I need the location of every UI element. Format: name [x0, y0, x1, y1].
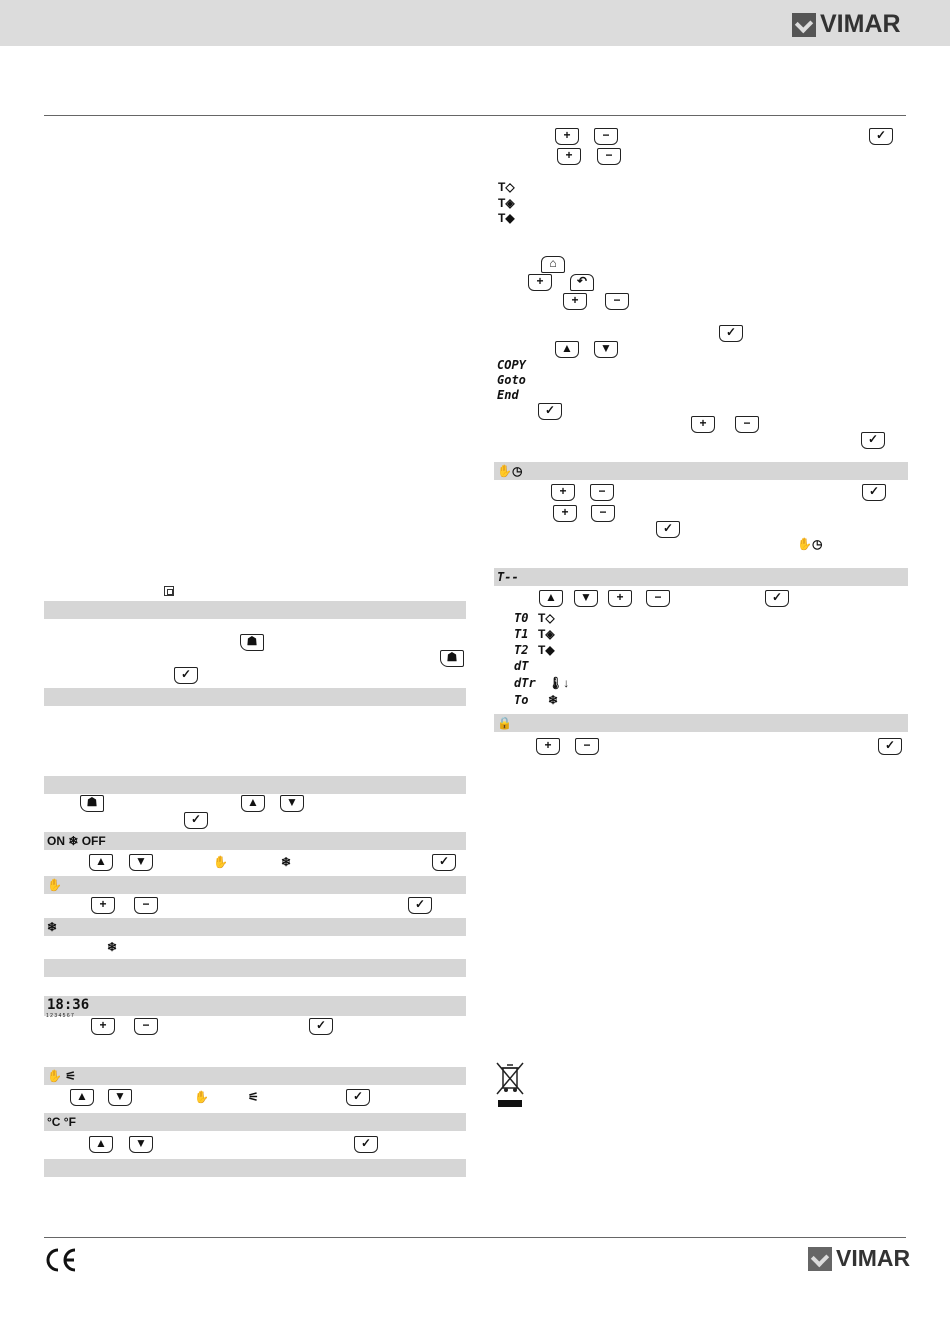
mode-key[interactable] [240, 634, 264, 651]
minus-key[interactable] [134, 897, 158, 914]
vimar-logo-mark [808, 1247, 832, 1271]
plus-key-r3[interactable] [563, 293, 587, 310]
ok-key-r2[interactable] [719, 325, 743, 342]
home-icon: ⌂ [549, 256, 557, 270]
down-key-3[interactable] [108, 1089, 132, 1106]
lcd-end: End [497, 388, 519, 402]
check-icon: ✓ [771, 590, 783, 604]
minus-icon: − [142, 1018, 150, 1032]
arrow-up-icon: ▲ [247, 795, 259, 809]
plus-key-r7[interactable] [608, 590, 632, 607]
check-icon: ✓ [190, 812, 202, 826]
up-key-4[interactable] [89, 1136, 113, 1153]
plus-icon: + [563, 128, 571, 142]
minus-icon: − [599, 505, 607, 519]
plus-icon: + [561, 505, 569, 519]
ok-key-r7[interactable] [765, 590, 789, 607]
param-code: dTr [514, 676, 536, 690]
down-key[interactable] [280, 795, 304, 812]
ok-key-3[interactable] [432, 854, 456, 871]
ce-mark-icon [44, 1247, 78, 1273]
band-units [44, 1113, 466, 1131]
up-key[interactable] [241, 795, 265, 812]
ok-key-r6[interactable] [656, 521, 680, 538]
band-left-3 [44, 776, 466, 794]
vimar-logo-text: VIMAR [836, 1245, 911, 1271]
snow-band-icon: ❄ [47, 920, 58, 934]
param-code: To [514, 693, 529, 707]
manual-timer-icon-2: ✋◷ [797, 537, 823, 551]
home-key[interactable] [541, 256, 565, 273]
mode-key-icon: ☗ [246, 634, 258, 648]
plus-icon: + [99, 897, 107, 911]
param-code: T1 [514, 627, 529, 641]
check-icon: ✓ [725, 325, 737, 339]
check-icon: ✓ [884, 738, 896, 752]
minus-icon: − [613, 293, 621, 307]
check-icon: ✓ [438, 854, 450, 868]
band-left-5 [44, 1159, 466, 1177]
clock-days: 1 2 3 4 5 6 7 [46, 1013, 74, 1019]
cool-icon: ⚟ [248, 1090, 259, 1104]
arrow-up-icon: ▲ [95, 1136, 107, 1150]
ok-key-r3[interactable] [538, 403, 562, 420]
weee-bin-icon [496, 1062, 524, 1108]
arrow-up-icon: ▲ [95, 854, 107, 868]
minus-icon: − [583, 738, 591, 752]
param-code: dT [514, 659, 529, 673]
up-key-3[interactable] [70, 1089, 94, 1106]
mode-key-3[interactable] [80, 795, 104, 812]
plus-key-r1[interactable] [555, 128, 579, 145]
minus-key-r5[interactable] [590, 484, 614, 501]
plus-key-r2[interactable] [557, 148, 581, 165]
ok-key-7[interactable] [354, 1136, 378, 1153]
band-on-off [44, 832, 466, 850]
plus-icon: + [99, 1018, 107, 1032]
mode-key-2[interactable] [440, 650, 464, 667]
lock-icon: 🔒 [497, 716, 512, 730]
check-icon: ✓ [544, 403, 556, 417]
param-symbol: T◈ [538, 627, 555, 641]
minus-key-r6[interactable] [591, 505, 615, 522]
band-tparams [494, 568, 908, 586]
heat-cool-icon: ✋ ⚟ [47, 1069, 77, 1083]
minus-icon: − [743, 416, 751, 430]
check-icon: ✓ [868, 484, 880, 498]
minus-icon: − [142, 897, 150, 911]
vimar-logo [792, 10, 901, 39]
minus-key-2[interactable] [134, 1018, 158, 1035]
back-icon: ↶ [576, 274, 588, 288]
check-icon: ✓ [360, 1136, 372, 1150]
arrow-down-icon: ▼ [135, 854, 147, 868]
plus-key-r4[interactable] [691, 416, 715, 433]
check-icon: ✓ [352, 1089, 364, 1103]
plus-icon: + [699, 416, 707, 430]
plus-icon: + [536, 274, 544, 288]
ok-key[interactable] [174, 667, 198, 684]
arrow-down-icon: ▼ [286, 795, 298, 809]
double-insulation-icon [164, 586, 174, 596]
hand-band-icon: ✋ [47, 878, 62, 892]
plus-icon: + [559, 484, 567, 498]
tparams-label: T-- [497, 570, 519, 584]
on-off-label: ON ❄ OFF [47, 834, 106, 848]
plus-key-r5[interactable] [551, 484, 575, 501]
band-left-4 [44, 959, 466, 977]
mode-key-icon: ☗ [446, 650, 458, 664]
ok-key-5[interactable] [309, 1018, 333, 1035]
minus-icon: − [654, 590, 662, 604]
minus-key-r4[interactable] [735, 416, 759, 433]
down-key-r1[interactable] [594, 341, 618, 358]
arrow-down-icon: ▼ [135, 1136, 147, 1150]
ok-key-4[interactable] [408, 897, 432, 914]
param-symbol: T◇ [538, 611, 555, 625]
manual-timer-icon: ✋◷ [497, 464, 523, 478]
minus-icon: − [598, 484, 606, 498]
band-mode [44, 1067, 466, 1085]
lcd-goto: Goto [497, 373, 526, 387]
snowflake-icon-2: ❄ [107, 940, 118, 954]
arrow-down-icon: ▼ [600, 341, 612, 355]
band-left-2 [44, 688, 466, 706]
clock-display: 18:36 [47, 997, 90, 1013]
ok-key-6[interactable] [346, 1089, 370, 1106]
band-lock [494, 714, 908, 732]
minus-key-r1[interactable] [594, 128, 618, 145]
check-icon: ✓ [875, 128, 887, 142]
plus-icon: + [565, 148, 573, 162]
down-key-2[interactable] [129, 854, 153, 871]
minus-key-r2[interactable] [597, 148, 621, 165]
plus-icon: + [616, 590, 624, 604]
vimar-logo-footer [808, 1245, 910, 1272]
ok-key-2[interactable] [184, 812, 208, 829]
param-symbol: T◆ [538, 643, 555, 657]
setpoint-t2-icon: T◆ [498, 211, 515, 225]
arrow-down-icon: ▼ [580, 590, 592, 604]
top-rule [44, 115, 906, 116]
back-key[interactable] [570, 274, 594, 291]
arrow-up-icon: ▲ [545, 590, 557, 604]
arrow-down-icon: ▼ [114, 1089, 126, 1103]
band-snow [44, 918, 466, 936]
plus-key-r8[interactable] [536, 738, 560, 755]
check-icon: ✓ [414, 897, 426, 911]
check-icon: ✓ [662, 521, 674, 535]
check-icon: ✓ [315, 1018, 327, 1032]
ok-key-r4[interactable] [861, 432, 885, 449]
plus-icon: + [544, 738, 552, 752]
up-key-2[interactable] [89, 854, 113, 871]
plus-key-2[interactable] [91, 1018, 115, 1035]
minus-key-r3[interactable] [605, 293, 629, 310]
lcd-copy: COPY [497, 358, 526, 372]
vimar-logo-text: VIMAR [820, 10, 901, 38]
vimar-logo-mark [792, 13, 816, 37]
param-code: T0 [514, 611, 529, 625]
bottom-rule [44, 1237, 906, 1238]
check-icon: ✓ [180, 667, 192, 681]
units-label: °C °F [47, 1115, 76, 1129]
minus-key-r7[interactable] [646, 590, 670, 607]
snowflake-icon: ❄ [281, 855, 292, 869]
arrow-up-icon: ▲ [561, 341, 573, 355]
down-key-r2[interactable] [574, 590, 598, 607]
minus-icon: − [605, 148, 613, 162]
arrow-up-icon: ▲ [76, 1089, 88, 1103]
band-hand [44, 876, 466, 894]
setpoint-t1-icon: T◈ [498, 196, 515, 210]
up-key-r2[interactable] [539, 590, 563, 607]
up-key-r1[interactable] [555, 341, 579, 358]
minus-icon: − [602, 128, 610, 142]
check-icon: ✓ [867, 432, 879, 446]
band-left-1 [44, 601, 466, 619]
mode-key-icon: ☗ [86, 795, 98, 809]
ok-key-r5[interactable] [862, 484, 886, 501]
ok-key-r1[interactable] [869, 128, 893, 145]
heat-icon: ✋ [194, 1090, 209, 1104]
band-manual-timer [494, 462, 908, 480]
setpoint-t0-icon: T◇ [498, 180, 515, 194]
plus-key[interactable] [91, 897, 115, 914]
ok-key-r8[interactable] [878, 738, 902, 755]
plus-key-r6[interactable] [553, 505, 577, 522]
band-clock [44, 996, 466, 1016]
thermometer-icon: 🌡↓ [548, 676, 570, 690]
down-key-4[interactable] [129, 1136, 153, 1153]
hand-icon: ✋ [213, 855, 228, 869]
next-key[interactable] [528, 274, 552, 291]
snowflake-icon-3: ❄ [548, 693, 559, 707]
param-code: T2 [514, 643, 529, 657]
minus-key-r8[interactable] [575, 738, 599, 755]
plus-icon: + [571, 293, 579, 307]
